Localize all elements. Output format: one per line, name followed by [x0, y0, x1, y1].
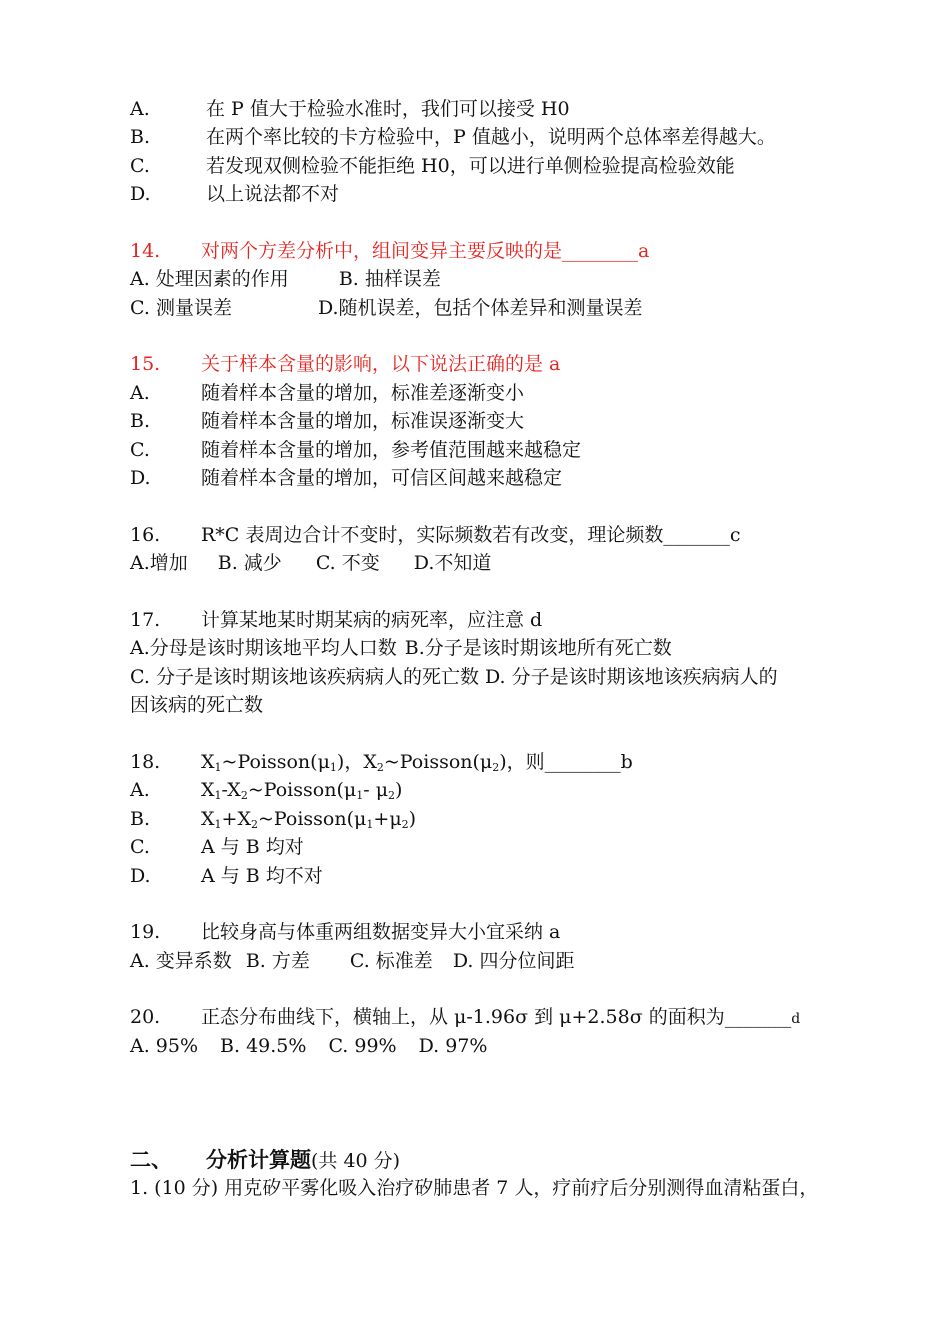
- q18-stem: 18. $X_1\sim Poisson(\mu_1)$，$X_2\sim Poisson(\mu_2)$，则________b: [130, 751, 633, 774]
- q18-option-d: D. A 与 B 均不对: [130, 865, 323, 887]
- q13-option-b: B. 在两个率比较的卡方检验中，P 值越小，说明两个总体率差得越大。: [130, 126, 776, 148]
- q20-stem: 20. 正态分布曲线下，横轴上，从 μ-1.96σ 到 μ+2.58σ 的面积为_______d: [130, 1006, 801, 1028]
- q13-option-a: A. 在 P 值大于检验水准时，我们可以接受 H0: [130, 98, 570, 120]
- q18-option-c: C. A 与 B 均对: [130, 836, 304, 858]
- q20-options: A. 95% B. 49.5% C. 99% D. 97%: [130, 1035, 488, 1057]
- q18-option-b: B. $X_1+X_2\sim Poisson(\mu_1+\mu_2)$: [130, 808, 417, 831]
- q15-option-a: A. 随着样本含量的增加，标准差逐渐变小: [130, 382, 525, 404]
- section2-heading: 二、 分析计算题(共 40 分): [130, 1148, 401, 1172]
- q19-options: A. 变异系数 B. 方差 C. 标准差 D. 四分位间距: [130, 950, 575, 972]
- q17-stem: 17. 计算某地某时期某病的病死率，应注意 d: [130, 609, 543, 631]
- q14-options-row1: A. 处理因素的作用 B. 抽样误差: [130, 268, 441, 290]
- q15-stem: 15. 关于样本含量的影响，以下说法正确的是 a: [130, 353, 561, 375]
- q17-options-row3: 因该病的死亡数: [130, 694, 264, 716]
- q13-option-d: D. 以上说法都不对: [130, 183, 340, 205]
- q17-options-row2: C. 分子是该时期该地该疾病病人的死亡数 D. 分子是该时期该地该疾病病人的: [130, 666, 778, 688]
- q15-option-d: D. 随着样本含量的增加，可信区间越来越稳定: [130, 467, 563, 489]
- q14-stem: 14. 对两个方差分析中，组间变异主要反映的是________a: [130, 240, 650, 262]
- q18-option-a: A. $X_1-X_2\sim Poisson(\mu_1-$ $\mu_2$): [130, 779, 403, 802]
- q16-options: A.增加 B. 减少 C. 不变 D.不知道: [130, 552, 492, 574]
- q15-option-c: C. 随着样本含量的增加，参考值范围越来越稳定: [130, 439, 582, 461]
- q16-stem: 16. R*C 表周边合计不变时，实际频数若有改变，理论频数_______c: [130, 524, 741, 546]
- q14-options-row2: C. 测量误差 D.随机误差，包括个体差异和测量误差: [130, 297, 643, 319]
- section2-question1: 1. (10 分) 用克矽平雾化吸入治疗矽肺患者 7 人，疗前疗后分别测得血清粘蛋白，: [130, 1177, 819, 1199]
- q15-option-b: B. 随着样本含量的增加，标准误逐渐变大: [130, 410, 525, 432]
- q17-options-row1: A.分母是该时期该地平均人口数 B.分子是该时期该地所有死亡数: [130, 637, 672, 659]
- q19-stem: 19. 比较身高与体重两组数据变异大小宜采纳 a: [130, 921, 561, 943]
- q13-option-c: C. 若发现双侧检验不能拒绝 H0，可以进行单侧检验提高检验效能: [130, 155, 735, 177]
